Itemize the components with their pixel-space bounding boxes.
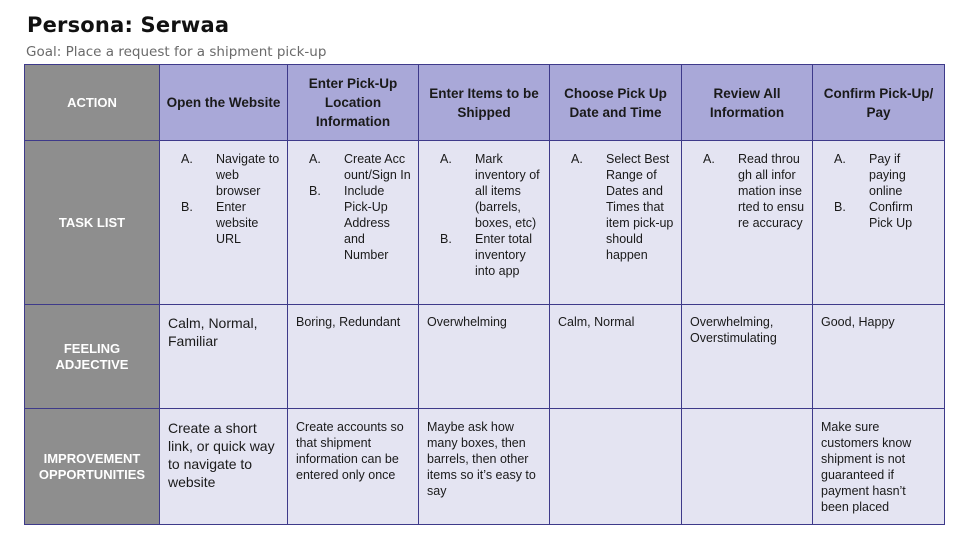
stage-action-2: Enter Pick-Up Location Information: [288, 65, 419, 141]
feeling-cell-6: Good, Happy: [813, 305, 945, 409]
task-marker: A.: [309, 152, 321, 166]
stage-action-3: Enter Items to be Shipped: [419, 65, 550, 141]
task-text: Include Pick-Up Address and Number: [344, 184, 390, 262]
task-item: [160, 199, 281, 247]
task-item: [813, 151, 938, 199]
feeling-cell-5: Overwhelming, Overstimulating: [682, 305, 813, 409]
task-text: Confirm Pick Up: [869, 200, 913, 230]
task-item: [160, 151, 281, 199]
task-marker: A.: [181, 152, 193, 166]
goal-subtitle: Goal: Place a request for a shipment pick-up: [26, 44, 327, 60]
improvement-cell-1: Create a short link, or quick way to navigate to website: [160, 409, 288, 525]
feeling-cell-3: Overwhelming: [419, 305, 550, 409]
task-text: Select Best Range of Dates and Times that item pick-up should happen: [606, 152, 674, 262]
feeling-row: [25, 305, 945, 409]
task-text: Create Account/Sign In: [344, 152, 411, 182]
task-item: [288, 183, 412, 263]
task-item: [288, 151, 412, 183]
feeling-cell-1: Calm, Normal, Familiar: [160, 305, 288, 409]
improvement-cell-3: Maybe ask how many boxes, then barrels, then other items so it’s easy to say: [419, 409, 550, 525]
improvement-cell-4: [550, 409, 682, 525]
task-cell-2: [288, 141, 419, 305]
task-cell-4: [550, 141, 682, 305]
feeling-cell-2: Boring, Redundant: [288, 305, 419, 409]
action-row: [25, 65, 945, 141]
task-cell-3: [419, 141, 550, 305]
stage-action-5: Review All Information: [682, 65, 813, 141]
task-text: Enter website URL: [216, 200, 259, 246]
task-marker: B.: [440, 232, 452, 246]
task-marker: A.: [571, 152, 583, 166]
task-marker: A.: [703, 152, 715, 166]
improvement-cell-6: Make sure customers know shipment is not guaranteed if payment hasn’t been placed: [813, 409, 945, 525]
improvement-cell-2: Create accounts so that shipment information can be entered only once: [288, 409, 419, 525]
task-item: [682, 151, 806, 231]
improvement-cell-5: [682, 409, 813, 525]
task-cell-1: [160, 141, 288, 305]
task-cell-6: [813, 141, 945, 305]
task-marker: A.: [440, 152, 452, 166]
page-title: Persona: Serwaa: [27, 13, 230, 37]
task-text: Navigate to web browser: [216, 152, 280, 198]
improvement-row: [25, 409, 945, 525]
row-label-improvement: IMPROVEMENT OPPORTUNITIES: [25, 409, 160, 525]
row-label-feeling: FEELING ADJECTIVE: [25, 305, 160, 409]
task-item: [419, 151, 543, 231]
journey-map-table: [24, 64, 945, 525]
task-item: [419, 231, 543, 279]
task-text: Mark inventory of all items (barrels, boxes, etc): [475, 152, 540, 230]
task-marker: B.: [834, 200, 846, 214]
task-cell-5: [682, 141, 813, 305]
task-list-row: [25, 141, 945, 305]
stage-action-4: Choose Pick Up Date and Time: [550, 65, 682, 141]
stage-action-6: Confirm Pick-Up/ Pay: [813, 65, 945, 141]
task-marker: A.: [834, 152, 846, 166]
task-text: Enter total inventory into app: [475, 232, 532, 278]
task-item: [813, 199, 938, 231]
task-text: Pay if paying online: [869, 152, 906, 198]
task-text: Read through all information inserted to ensure accuracy: [738, 152, 805, 230]
stage-action-1: Open the Website: [160, 65, 288, 141]
row-label-action: ACTION: [25, 65, 160, 141]
feeling-cell-4: Calm, Normal: [550, 305, 682, 409]
task-item: [550, 151, 675, 263]
task-marker: B.: [309, 184, 321, 198]
task-marker: B.: [181, 200, 193, 214]
row-label-task-list: TASK LIST: [25, 141, 160, 305]
